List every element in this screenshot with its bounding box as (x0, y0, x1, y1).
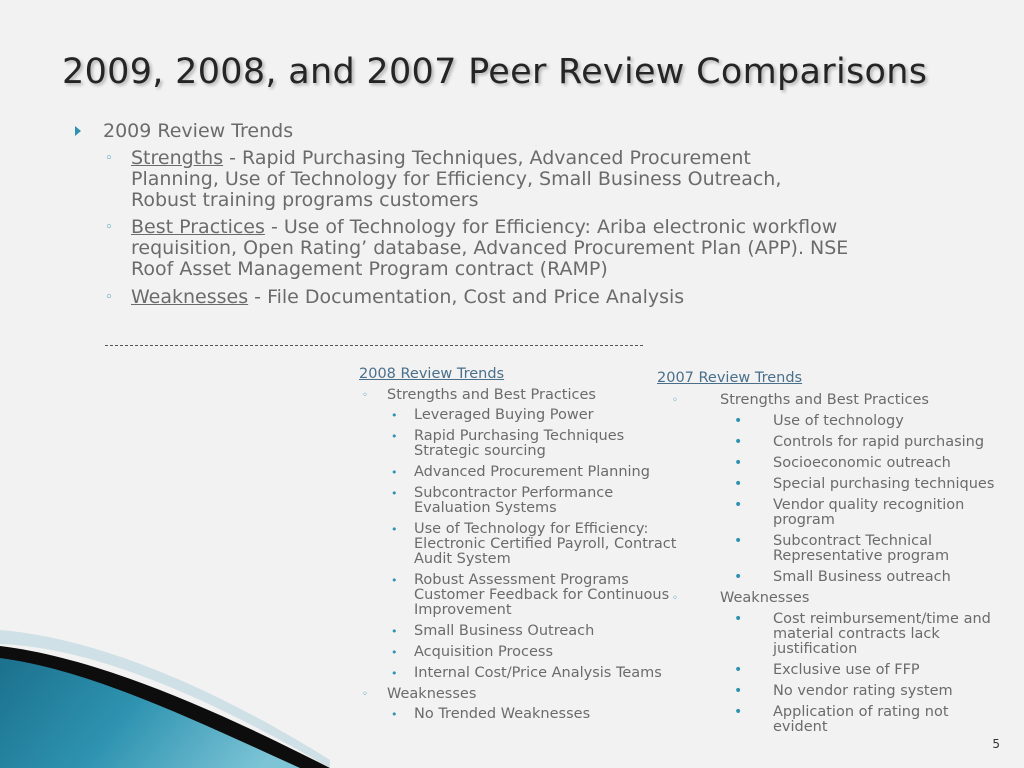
category-label: Weaknesses (720, 590, 810, 606)
dot-bullet-icon: • (734, 662, 743, 678)
list-item-line: Robust Assessment Programs (414, 572, 629, 588)
dot-bullet-icon: • (734, 533, 743, 549)
weaknesses-text-line: - File Documentation, Cost and Price Analysis (248, 286, 685, 308)
list-item-line: Representative program (773, 548, 950, 564)
ring-bullet-icon: ◦ (105, 220, 113, 235)
dot-bullet-icon: • (734, 704, 743, 720)
dot-bullet-icon: • (734, 434, 743, 450)
ring-bullet-icon: ◦ (105, 151, 113, 166)
dashed-divider (105, 345, 643, 346)
dot-bullet-icon: • (734, 455, 743, 471)
list-item-line: justification (773, 641, 858, 657)
category-label: Strengths and Best Practices (720, 392, 929, 408)
dot-bullet-icon: • (391, 487, 398, 500)
decorative-swoosh (0, 600, 330, 768)
weaknesses-label: Weaknesses (131, 286, 249, 308)
list-item-line: Electronic Certified Payroll, Contract (414, 536, 677, 552)
dot-bullet-icon: • (391, 523, 398, 536)
list-item-line: material contracts lack (773, 626, 940, 642)
review-2009-weaknesses (105, 286, 971, 308)
list-item-line: evident (773, 719, 828, 735)
best-practices-text-line: requisition, Open Rating’ database, Advanced Procurement Plan (APP). NSE (131, 237, 849, 259)
list-item-line: Audit System (414, 551, 511, 567)
list-item-line: Exclusive use of FFP (773, 662, 920, 678)
list-item-line: Acquisition Process (414, 644, 554, 660)
list-item-line: Advanced Procurement Planning (414, 464, 650, 480)
review-2009-heading-row (103, 120, 293, 142)
strengths-label: Strengths (131, 147, 224, 169)
page-number: 5 (992, 737, 1000, 751)
list-item-line: Improvement (414, 602, 512, 618)
list-item-line: Application of rating not (773, 704, 949, 720)
list-item-line: Controls for rapid purchasing (773, 434, 985, 450)
dot-bullet-icon: • (391, 625, 398, 638)
dot-bullet-icon: • (391, 574, 398, 587)
list-item-line: Special purchasing techniques (773, 476, 995, 492)
best-practices-label: Best Practices (131, 216, 265, 238)
dot-bullet-icon: • (734, 497, 743, 513)
review-2009-best-practices (105, 216, 971, 280)
dot-bullet-icon: • (391, 646, 398, 659)
dot-bullet-icon: • (391, 708, 398, 721)
ring-bullet-icon: ◦ (362, 390, 368, 401)
dot-bullet-icon: • (391, 409, 398, 422)
dot-bullet-icon: • (734, 413, 743, 429)
best-practices-text-line: Roof Asset Management Program contract (RAMP) (131, 258, 608, 280)
list-item-line: Leveraged Buying Power (414, 407, 594, 423)
review-2009-heading: 2009 Review Trends (103, 120, 294, 142)
column-heading: 2008 Review Trends (359, 366, 505, 382)
strengths-text-line: - Rapid Purchasing Techniques, Advanced Procurement (223, 147, 751, 169)
list-item-line: Subcontract Technical (773, 533, 933, 549)
list-item-line: Small Business Outreach (414, 623, 595, 639)
column-heading: 2007 Review Trends (657, 370, 803, 386)
list-item-line: Vendor quality recognition (773, 497, 965, 513)
list-item-line: Use of Technology for Efficiency: (414, 521, 649, 537)
dot-bullet-icon: • (734, 683, 743, 699)
list-item-line: Use of technology (773, 413, 904, 429)
ring-bullet-icon: ◦ (105, 290, 113, 305)
dot-bullet-icon: • (734, 476, 743, 492)
list-item-line: Internal Cost/Price Analysis Teams (414, 665, 662, 681)
best-practices-text-line: - Use of Technology for Efficiency: Ariba electronic workflow (264, 216, 838, 238)
list-item-line: Customer Feedback for Continuous (414, 587, 670, 603)
category-label: Strengths and Best Practices (387, 387, 596, 403)
dot-bullet-icon: • (734, 569, 743, 585)
dot-bullet-icon: • (391, 667, 398, 680)
ring-bullet-icon: ◦ (362, 689, 368, 700)
review-2009-strengths (105, 147, 971, 211)
strengths-text-line: Robust training programs customers (131, 189, 479, 211)
category-label: Weaknesses (387, 686, 477, 702)
arrow-bullet-icon (75, 126, 81, 136)
list-item-line: Evaluation Systems (414, 500, 557, 516)
dot-bullet-icon: • (734, 611, 743, 627)
dot-bullet-icon: • (391, 430, 398, 443)
ring-bullet-icon: ◦ (672, 395, 678, 406)
strengths-text-line: Planning, Use of Technology for Efficiency, Small Business Outreach, (131, 168, 782, 190)
list-item-line: Subcontractor Performance (414, 485, 614, 501)
list-item-line: Cost reimbursement/time and (773, 611, 991, 627)
list-item-line: Small Business outreach (773, 569, 951, 585)
list-item-line: Socioeconomic outreach (773, 455, 951, 471)
list-item-line: Rapid Purchasing Techniques (414, 428, 625, 444)
slide-title: 2009, 2008, and 2007 Peer Review Comparisons (62, 52, 928, 92)
list-item-line: program (773, 512, 835, 528)
list-item-line: No vendor rating system (773, 683, 953, 699)
dot-bullet-icon: • (391, 466, 398, 479)
ring-bullet-icon: ◦ (672, 593, 678, 604)
list-item-line: No Trended Weaknesses (414, 706, 591, 722)
list-item-line: Strategic sourcing (414, 443, 546, 459)
